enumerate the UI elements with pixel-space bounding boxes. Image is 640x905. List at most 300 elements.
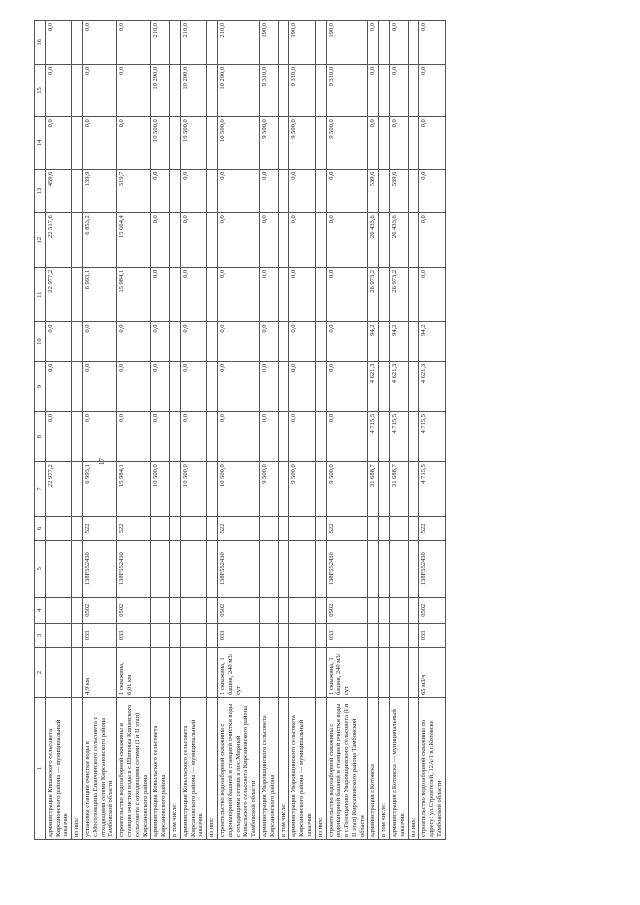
cell-col-11 <box>315 267 326 322</box>
cell-col-13: 539,6 <box>368 169 379 213</box>
cell-col-12: 0,0 <box>326 213 368 268</box>
cell-col-1: в том числе: <box>278 698 289 840</box>
cell-col-8 <box>315 412 326 462</box>
cell-col-9: 0,0 <box>217 361 259 411</box>
cell-col-14: 9 500,0 <box>326 117 368 169</box>
cell-col-1: в том числе: <box>379 698 390 840</box>
cell-col-15 <box>408 64 419 116</box>
cell-col-8: 0,0 <box>259 412 278 462</box>
cell-col-13: 0,0 <box>419 169 445 213</box>
column-number-12: 12 <box>35 213 46 268</box>
column-number-14: 14 <box>35 117 46 169</box>
cell-col-14: 0,0 <box>368 117 379 169</box>
cell-col-13: 0,0 <box>326 169 368 213</box>
column-number-6: 6 <box>35 516 46 540</box>
cell-col-10: 0,0 <box>289 322 315 361</box>
cell-col-2 <box>368 647 379 697</box>
cell-col-16 <box>278 21 289 65</box>
cell-col-10: 0,0 <box>259 322 278 361</box>
cell-col-9: 4 621,3 <box>368 361 379 411</box>
table-row <box>419 21 445 840</box>
cell-col-7 <box>72 462 83 517</box>
cell-col-6: 522 <box>217 516 259 540</box>
cell-col-1: администрация г.Котовска — муниципальный заказчик <box>390 698 409 840</box>
table-row <box>180 21 206 840</box>
cell-col-7: 9 500,0 <box>326 462 368 517</box>
cell-col-1: строительство водозаборной скважины и станции очистки воды в с.Шиповка Кипанского сельсовета с отходящими сетями (I и II этап) Кирсановского района <box>117 698 151 840</box>
cell-col-5 <box>315 540 326 597</box>
cell-col-15 <box>379 64 390 116</box>
cell-col-1: из них: <box>408 698 419 840</box>
cell-col-5 <box>180 540 206 597</box>
cell-col-10 <box>207 322 218 361</box>
cell-col-8: 0,0 <box>151 412 170 462</box>
table-body <box>45 21 445 840</box>
cell-col-7 <box>207 462 218 517</box>
cell-col-14: 0,0 <box>419 117 445 169</box>
cell-col-16 <box>379 21 390 65</box>
column-number-2: 2 <box>35 647 46 697</box>
cell-col-12 <box>315 213 326 268</box>
table-row <box>390 21 409 840</box>
cell-col-6 <box>72 516 83 540</box>
cell-col-1: строительство водозаборной скважины с водонапорной башней и станцией очистки воды в с.Голощапово Уваровщинского сельсовета (I и II этап) Кирсановского района Тамбовской области <box>326 698 368 840</box>
cell-col-10: 94,2 <box>368 322 379 361</box>
cell-col-2: 1 скважина, 6,01 км <box>117 647 151 697</box>
cell-col-11: 0,0 <box>151 267 170 322</box>
cell-col-9: 4 621,3 <box>390 361 409 411</box>
cell-col-12 <box>278 213 289 268</box>
cell-col-9 <box>169 361 180 411</box>
cell-col-16: 0,0 <box>82 21 116 65</box>
cell-col-8: 0,0 <box>45 412 71 462</box>
cell-col-11 <box>408 267 419 322</box>
cell-col-10 <box>315 322 326 361</box>
cell-col-5 <box>151 540 170 597</box>
cell-col-5 <box>72 540 83 597</box>
cell-col-12: 0,0 <box>151 213 170 268</box>
cell-col-11 <box>72 267 83 322</box>
column-number-1: 1 <box>35 698 46 840</box>
cell-col-2: 1 скважина, 1 башня, 240 м3/сут <box>326 647 368 697</box>
cell-col-11: 15 984,1 <box>117 267 151 322</box>
column-number-13: 13 <box>35 169 46 213</box>
cell-col-13 <box>72 169 83 213</box>
column-number-16: 16 <box>35 21 46 65</box>
cell-col-13: 539,6 <box>390 169 409 213</box>
cell-col-9 <box>278 361 289 411</box>
cell-col-9: 0,0 <box>289 361 315 411</box>
cell-col-9: 4 621,3 <box>419 361 445 411</box>
cell-col-14 <box>278 117 289 169</box>
cell-col-15 <box>169 64 180 116</box>
cell-col-15 <box>72 64 83 116</box>
cell-col-5: 138F552430 <box>326 540 368 597</box>
cell-col-14: 0,0 <box>390 117 409 169</box>
cell-col-7: 22 977,2 <box>45 462 71 517</box>
cell-col-14 <box>72 117 83 169</box>
cell-col-6 <box>379 516 390 540</box>
cell-col-3 <box>278 623 289 647</box>
column-number-11: 11 <box>35 267 46 322</box>
cell-col-7: 10 500,0 <box>217 462 259 517</box>
cell-col-15: 0,0 <box>117 64 151 116</box>
cell-col-2 <box>315 647 326 697</box>
page-number: 17 <box>98 458 106 465</box>
cell-col-6 <box>278 516 289 540</box>
cell-col-8 <box>278 412 289 462</box>
cell-col-12: 22 517,6 <box>45 213 71 268</box>
cell-col-16: 210,0 <box>180 21 206 65</box>
cell-col-10: 0,0 <box>82 322 116 361</box>
cell-col-4: 0502 <box>217 597 259 623</box>
cell-col-6 <box>207 516 218 540</box>
cell-col-2: 4,9 км <box>82 647 116 697</box>
cell-col-14: 10 500,0 <box>151 117 170 169</box>
table-row <box>217 21 259 840</box>
cell-col-15 <box>207 64 218 116</box>
cell-col-9: 0,0 <box>45 361 71 411</box>
cell-col-2 <box>259 647 278 697</box>
cell-col-10 <box>379 322 390 361</box>
cell-col-2: 65 м3/ч <box>419 647 445 697</box>
cell-col-14: 10 500,0 <box>217 117 259 169</box>
cell-col-2 <box>180 647 206 697</box>
cell-col-10: 0,0 <box>180 322 206 361</box>
cell-col-8: 0,0 <box>180 412 206 462</box>
cell-col-16: 210,0 <box>217 21 259 65</box>
cell-col-15: 9 310,0 <box>259 64 278 116</box>
cell-col-15: 9 310,0 <box>289 64 315 116</box>
cell-col-5: 138F552430 <box>419 540 445 597</box>
cell-col-11: 26 973,2 <box>368 267 379 322</box>
cell-col-13: 0,0 <box>259 169 278 213</box>
cell-col-3 <box>169 623 180 647</box>
cell-col-3 <box>315 623 326 647</box>
cell-col-8 <box>169 412 180 462</box>
cell-col-4 <box>259 597 278 623</box>
cell-col-5 <box>278 540 289 597</box>
cell-col-9 <box>315 361 326 411</box>
cell-col-9 <box>207 361 218 411</box>
cell-col-4 <box>169 597 180 623</box>
column-number-10: 10 <box>35 322 46 361</box>
cell-col-13: 0,0 <box>180 169 206 213</box>
cell-col-16: 0,0 <box>45 21 71 65</box>
cell-col-7: 10 500,0 <box>151 462 170 517</box>
cell-col-16: 0,0 <box>117 21 151 65</box>
cell-col-5 <box>408 540 419 597</box>
cell-col-2 <box>379 647 390 697</box>
cell-col-5 <box>169 540 180 597</box>
cell-col-11: 26 973,2 <box>390 267 409 322</box>
cell-col-6: 522 <box>82 516 116 540</box>
cell-col-4 <box>180 597 206 623</box>
cell-col-4 <box>379 597 390 623</box>
cell-col-11 <box>379 267 390 322</box>
cell-col-8 <box>207 412 218 462</box>
cell-col-1: установка станции очистки воды в с.Мосоловщина Епанчинского сельсовета с отходящими сетями Кирсановского района Тамбовской области <box>82 698 116 840</box>
cell-col-10: 0,0 <box>45 322 71 361</box>
cell-col-8: 4 715,5 <box>390 412 409 462</box>
cell-col-10: 94,2 <box>390 322 409 361</box>
cell-col-12: 0,0 <box>419 213 445 268</box>
cell-col-15: 9 310,0 <box>326 64 368 116</box>
cell-col-11 <box>207 267 218 322</box>
cell-col-1: администрация г.Котовска <box>368 698 379 840</box>
cell-col-10 <box>72 322 83 361</box>
cell-col-14 <box>207 117 218 169</box>
cell-col-4 <box>151 597 170 623</box>
cell-col-7: 15 984,1 <box>117 462 151 517</box>
cell-col-6: 522 <box>117 516 151 540</box>
cell-col-4: 0502 <box>419 597 445 623</box>
cell-col-2 <box>151 647 170 697</box>
cell-col-13: 139,9 <box>82 169 116 213</box>
cell-col-6 <box>390 516 409 540</box>
cell-col-12: 0,0 <box>217 213 259 268</box>
cell-col-1: из них: <box>207 698 218 840</box>
cell-col-14: 10 500,0 <box>180 117 206 169</box>
cell-col-15: 10 290,0 <box>151 64 170 116</box>
cell-col-16 <box>408 21 419 65</box>
cell-col-9: 0,0 <box>151 361 170 411</box>
cell-col-10 <box>278 322 289 361</box>
cell-col-9: 0,0 <box>259 361 278 411</box>
cell-col-5 <box>390 540 409 597</box>
cell-col-5: 138F552430 <box>117 540 151 597</box>
cell-col-9: 0,0 <box>82 361 116 411</box>
cell-col-2 <box>278 647 289 697</box>
cell-col-8: 0,0 <box>217 412 259 462</box>
cell-col-7: 9 500,0 <box>289 462 315 517</box>
cell-col-15 <box>278 64 289 116</box>
cell-col-13: 319,7 <box>117 169 151 213</box>
cell-col-3 <box>259 623 278 647</box>
cell-col-11: 0,0 <box>217 267 259 322</box>
cell-col-6 <box>408 516 419 540</box>
cell-col-6 <box>180 516 206 540</box>
cell-col-7: 9 500,0 <box>259 462 278 517</box>
cell-col-11: 0,0 <box>326 267 368 322</box>
cell-col-1: администрация Уваровщинского сельсовета Кирсановского района <box>259 698 278 840</box>
cell-col-6 <box>259 516 278 540</box>
cell-col-7: 31 688,7 <box>368 462 379 517</box>
cell-col-3 <box>151 623 170 647</box>
cell-col-8 <box>408 412 419 462</box>
table-row <box>315 21 326 840</box>
cell-col-14 <box>315 117 326 169</box>
cell-col-12: 6 853,2 <box>82 213 116 268</box>
cell-col-3 <box>368 623 379 647</box>
cell-col-9: 0,0 <box>180 361 206 411</box>
cell-col-3 <box>390 623 409 647</box>
cell-col-10 <box>408 322 419 361</box>
cell-col-11: 0,0 <box>180 267 206 322</box>
cell-col-12: 26 433,6 <box>368 213 379 268</box>
cell-col-2: 1 скважина, 1 башня, 240 м3/сут <box>217 647 259 697</box>
cell-col-7 <box>169 462 180 517</box>
cell-col-14: 9 500,0 <box>259 117 278 169</box>
cell-col-4 <box>207 597 218 623</box>
cell-col-6: 522 <box>419 516 445 540</box>
cell-col-16 <box>207 21 218 65</box>
cell-col-3: 033 <box>82 623 116 647</box>
table-row <box>379 21 390 840</box>
cell-col-10: 0,0 <box>151 322 170 361</box>
cell-col-11 <box>169 267 180 322</box>
cell-col-15: 0,0 <box>419 64 445 116</box>
cell-col-1: администрация Кипанского сельсовета Кирсановского района — муниципальный заказчик <box>45 698 71 840</box>
cell-col-3 <box>207 623 218 647</box>
cell-col-13 <box>278 169 289 213</box>
cell-col-12 <box>169 213 180 268</box>
cell-col-2 <box>169 647 180 697</box>
cell-col-8 <box>379 412 390 462</box>
column-number-5: 5 <box>35 540 46 597</box>
cell-col-2 <box>72 647 83 697</box>
cell-col-5 <box>207 540 218 597</box>
cell-col-2 <box>207 647 218 697</box>
cell-col-14 <box>379 117 390 169</box>
table-row <box>326 21 368 840</box>
cell-col-1: из них: <box>72 698 83 840</box>
cell-col-14 <box>408 117 419 169</box>
cell-col-13: 0,0 <box>151 169 170 213</box>
cell-col-15: 0,0 <box>45 64 71 116</box>
cell-col-16: 190,0 <box>259 21 278 65</box>
cell-col-12: 0,0 <box>180 213 206 268</box>
table-row <box>169 21 180 840</box>
cell-col-8: 0,0 <box>289 412 315 462</box>
table-row <box>117 21 151 840</box>
cell-col-15 <box>315 64 326 116</box>
cell-col-15: 10 290,0 <box>217 64 259 116</box>
cell-col-2 <box>45 647 71 697</box>
cell-col-13: 0,0 <box>217 169 259 213</box>
cell-col-9 <box>379 361 390 411</box>
column-number-15: 15 <box>35 64 46 116</box>
cell-col-7: 31 688,7 <box>390 462 409 517</box>
cell-col-7 <box>408 462 419 517</box>
cell-col-5 <box>379 540 390 597</box>
cell-col-3 <box>180 623 206 647</box>
cell-col-8 <box>72 412 83 462</box>
cell-col-3: 033 <box>217 623 259 647</box>
cell-col-3 <box>289 623 315 647</box>
cell-col-13: 459,6 <box>45 169 71 213</box>
cell-col-5 <box>289 540 315 597</box>
cell-col-12: 26 433,6 <box>390 213 409 268</box>
cell-col-1: из них: <box>315 698 326 840</box>
column-number-4: 4 <box>35 597 46 623</box>
cell-col-9: 0,0 <box>326 361 368 411</box>
cell-col-12 <box>207 213 218 268</box>
cell-col-1: строительство водозаборной скважины по адресу: ул.Строителей, 12А/1 в г.Котовске Тамбовской области <box>419 698 445 840</box>
cell-col-10 <box>169 322 180 361</box>
cell-col-2 <box>408 647 419 697</box>
cell-col-4: 0502 <box>326 597 368 623</box>
column-number-3: 3 <box>35 623 46 647</box>
cell-col-7 <box>278 462 289 517</box>
cell-col-6 <box>151 516 170 540</box>
cell-col-12: 0,0 <box>289 213 315 268</box>
cell-col-15: 10 290,0 <box>180 64 206 116</box>
cell-col-16: 0,0 <box>368 21 379 65</box>
cell-col-3 <box>72 623 83 647</box>
cell-col-6 <box>45 516 71 540</box>
cell-col-16: 0,0 <box>390 21 409 65</box>
cell-col-5 <box>45 540 71 597</box>
cell-col-16: 0,0 <box>419 21 445 65</box>
cell-col-6 <box>315 516 326 540</box>
cell-col-11 <box>278 267 289 322</box>
cell-col-10: 0,0 <box>326 322 368 361</box>
cell-col-4 <box>289 597 315 623</box>
cell-col-3: 033 <box>419 623 445 647</box>
table-row <box>368 21 379 840</box>
table-row <box>289 21 315 840</box>
cell-col-16: 210,0 <box>151 21 170 65</box>
cell-col-11: 0,0 <box>259 267 278 322</box>
cell-col-8: 4 715,5 <box>368 412 379 462</box>
table-row <box>82 21 116 840</box>
cell-col-5 <box>259 540 278 597</box>
cell-col-2 <box>289 647 315 697</box>
cell-col-15: 0,0 <box>82 64 116 116</box>
cell-col-5: 138F552430 <box>217 540 259 597</box>
cell-col-4 <box>408 597 419 623</box>
cell-col-5 <box>368 540 379 597</box>
cell-col-9 <box>408 361 419 411</box>
cell-col-8: 4 715,5 <box>419 412 445 462</box>
cell-col-1: администрация Ковыльского сельсовета Кирсановского района <box>151 698 170 840</box>
cell-col-12 <box>72 213 83 268</box>
cell-col-13 <box>379 169 390 213</box>
cell-col-14: 0,0 <box>82 117 116 169</box>
cell-col-12: 15 664,4 <box>117 213 151 268</box>
cell-col-3 <box>408 623 419 647</box>
cell-col-3: 033 <box>326 623 368 647</box>
cell-col-11: 0,0 <box>419 267 445 322</box>
cell-col-10: 0,0 <box>117 322 151 361</box>
cell-col-14: 9 500,0 <box>289 117 315 169</box>
table-row <box>151 21 170 840</box>
cell-col-4: 0502 <box>117 597 151 623</box>
cell-col-7: 6 993,1 <box>82 462 116 517</box>
column-number-9: 9 <box>35 361 46 411</box>
cell-col-4 <box>45 597 71 623</box>
cell-col-16 <box>72 21 83 65</box>
cell-col-6 <box>289 516 315 540</box>
cell-col-14 <box>169 117 180 169</box>
cell-col-3 <box>45 623 71 647</box>
table-row <box>408 21 419 840</box>
cell-col-7: 4 715,5 <box>419 462 445 517</box>
cell-col-4 <box>368 597 379 623</box>
cell-col-9 <box>72 361 83 411</box>
cell-col-4 <box>72 597 83 623</box>
cell-col-8: 0,0 <box>326 412 368 462</box>
cell-col-13 <box>207 169 218 213</box>
cell-col-6 <box>368 516 379 540</box>
cell-col-8: 0,0 <box>82 412 116 462</box>
cell-col-11: 0,0 <box>289 267 315 322</box>
column-number-row <box>35 21 46 840</box>
cell-col-13 <box>169 169 180 213</box>
cell-col-1: администрация Уваровщинского сельсовета Кирсановского района — муниципальный заказчик <box>289 698 315 840</box>
cell-col-9: 0,0 <box>117 361 151 411</box>
